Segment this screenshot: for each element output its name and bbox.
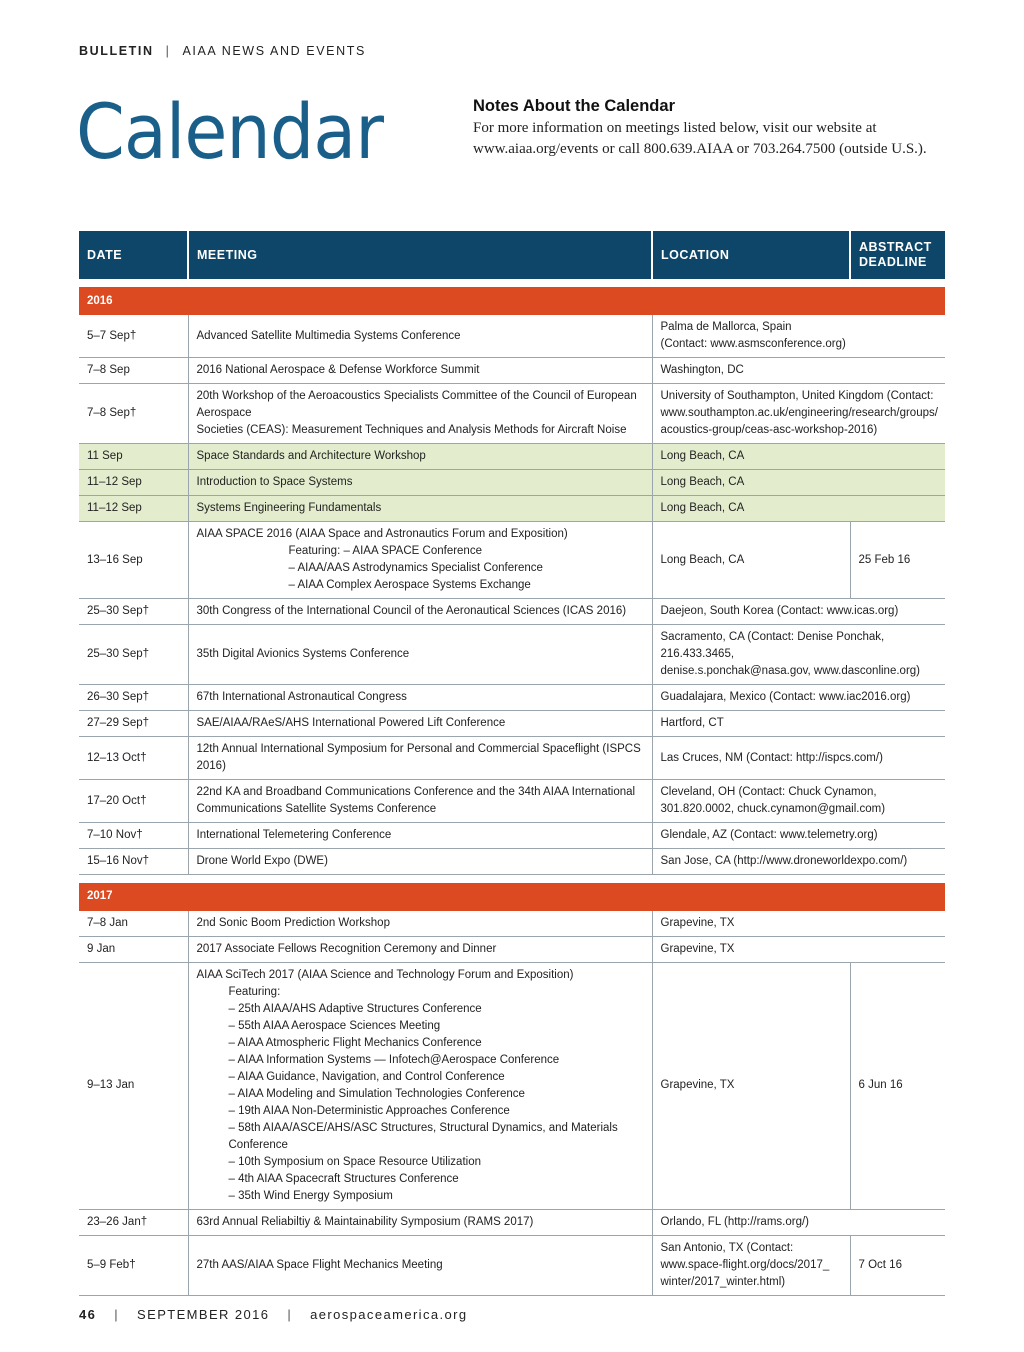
- cell-meeting: Space Standards and Architecture Workshop: [188, 444, 652, 470]
- cell-location: [652, 911, 945, 937]
- table-row: [79, 711, 945, 737]
- notes-box: [473, 97, 963, 160]
- cell-location: [652, 470, 945, 496]
- meeting-line: – AIAA Complex Aerospace Systems Exchange: [288, 579, 531, 591]
- table-row: [79, 849, 945, 875]
- table-row: [79, 1209, 945, 1235]
- location-line: Hartford, CT: [660, 717, 724, 729]
- table-row: [79, 1235, 945, 1295]
- table-row: [79, 780, 945, 823]
- cell-meeting: 63rd Annual Reliabiltiy & Maintainability Symposium (RAMS 2017): [188, 1209, 652, 1235]
- cell-meeting: 67th International Astronautical Congress: [188, 685, 652, 711]
- location-line: San Jose, CA (http://www.droneworldexpo.com/): [660, 855, 908, 867]
- cell-location: [652, 625, 945, 685]
- cell-date: 13–16 Sep: [79, 522, 188, 599]
- meeting-line: Featuring:: [228, 985, 281, 998]
- location-line: Daejeon, South Korea (Contact: www.icas.org): [660, 605, 899, 617]
- meeting-line: Featuring: – AIAA SPACE Conference: [288, 545, 482, 557]
- location-line: San Antonio, TX (Contact:: [660, 1241, 794, 1254]
- location-line: www.space-flight.org/docs/2017_: [660, 1258, 830, 1271]
- cell-meeting: 35th Digital Avionics Systems Conference: [188, 625, 652, 685]
- cell-location: [652, 444, 945, 470]
- notes-line: www.aiaa.org/events or call 800.639.AIAA or 703.264.7500 (outside U.S.).: [473, 141, 927, 157]
- header-brand: BULLETIN: [79, 44, 154, 58]
- table-row: [79, 384, 945, 444]
- footer-divider: |: [114, 1307, 120, 1322]
- table-row: [79, 522, 945, 599]
- cell-date: 7–8 Sep: [79, 358, 188, 384]
- cell-meeting: 27th AAS/AIAA Space Flight Mechanics Meeting: [188, 1235, 652, 1295]
- col-header-location: LOCATION: [652, 231, 850, 279]
- location-line: Grapevine, TX: [660, 916, 735, 929]
- cell-meeting: Drone World Expo (DWE): [188, 849, 652, 875]
- cell-location: [652, 1235, 850, 1295]
- cell-date: 26–30 Sep†: [79, 685, 188, 711]
- cell-location: [652, 315, 945, 358]
- running-footer: [79, 1307, 468, 1322]
- meeting-line: – 55th AIAA Aerospace Sciences Meeting: [228, 1019, 441, 1032]
- location-line: acoustics-group/ceas-asc-workshop-2016): [660, 424, 878, 436]
- table-row: [79, 625, 945, 685]
- year-row: [79, 287, 945, 315]
- year-row: [79, 883, 945, 911]
- meeting-line: – AIAA Guidance, Navigation, and Control Conference: [228, 1070, 505, 1083]
- location-line: Grapevine, TX: [660, 1079, 735, 1091]
- location-line: denise.s.ponchak@nasa.gov, www.dasconline.org): [660, 665, 920, 677]
- table-row: [79, 936, 945, 962]
- table-row: [79, 911, 945, 937]
- table-row: [79, 470, 945, 496]
- location-line: Cleveland, OH (Contact: Chuck Cynamon,: [660, 786, 877, 798]
- cell-location: [652, 599, 945, 625]
- cell-location: [652, 685, 945, 711]
- meeting-line: AIAA SciTech 2017 (AIAA Science and Technology Forum and Exposition): [196, 968, 574, 981]
- cell-location: [652, 358, 945, 384]
- cell-date: 9 Jan: [79, 936, 188, 962]
- calendar-table: [79, 231, 945, 1296]
- cell-meeting: [188, 522, 652, 599]
- cell-meeting: SAE/AIAA/RAeS/AHS International Powered Lift Conference: [188, 711, 652, 737]
- meeting-line: – 19th AIAA Non-Deterministic Approaches Conference: [228, 1104, 510, 1117]
- year-label: 2016: [79, 287, 945, 315]
- meeting-line: – AIAA/AAS Astrodynamics Specialist Conference: [288, 562, 543, 574]
- table-row: [79, 962, 945, 1209]
- col-header-meeting: MEETING: [188, 231, 652, 279]
- page-title: Calendar: [76, 87, 384, 176]
- running-header: [79, 44, 366, 58]
- table-row: [79, 823, 945, 849]
- cell-meeting: [188, 384, 652, 444]
- location-line: (Contact: www.asmsconference.org): [660, 338, 846, 350]
- meeting-line: – 58th AIAA/ASCE/AHS/ASC Structures, Structural Dynamics, and Materials Conference: [228, 1121, 618, 1151]
- cell-deadline: 25 Feb 16: [850, 522, 945, 599]
- location-line: Sacramento, CA (Contact: Denise Ponchak, 216.433.3465,: [660, 631, 885, 660]
- cell-location: [652, 962, 850, 1209]
- col-header-deadline-line: DEADLINE: [859, 255, 927, 269]
- table-row: [79, 737, 945, 780]
- meeting-line: – AIAA Atmospheric Flight Mechanics Conference: [228, 1036, 482, 1049]
- cell-date: 27–29 Sep†: [79, 711, 188, 737]
- cell-location: [652, 711, 945, 737]
- location-line: Washington, DC: [660, 364, 744, 376]
- cell-date: 25–30 Sep†: [79, 625, 188, 685]
- location-line: winter/2017_winter.html): [660, 1275, 786, 1288]
- location-line: Las Cruces, NM (Contact: http://ispcs.com/): [660, 751, 883, 764]
- cell-date: 11–12 Sep: [79, 470, 188, 496]
- meeting-line: AIAA SPACE 2016 (AIAA Space and Astronautics Forum and Exposition): [196, 528, 568, 540]
- cell-date: 11 Sep: [79, 444, 188, 470]
- cell-meeting: Systems Engineering Fundamentals: [188, 496, 652, 522]
- meeting-line: 20th Workshop of the Aeroacoustics Specialists Committee of the Council of European Aerospace: [196, 390, 637, 419]
- cell-date: 7–8 Jan: [79, 911, 188, 937]
- cell-meeting: [188, 780, 652, 823]
- table-row: [79, 444, 945, 470]
- spacer-row: [79, 279, 945, 287]
- cell-date: 7–8 Sep†: [79, 384, 188, 444]
- footer-site: aerospaceamerica.org: [310, 1307, 468, 1322]
- location-line: University of Southampton, United Kingdom (Contact:: [660, 390, 934, 402]
- location-line: Orlando, FL (http://rams.org/): [660, 1215, 809, 1228]
- cell-date: 23–26 Jan†: [79, 1209, 188, 1235]
- header-section: AIAA NEWS AND EVENTS: [182, 44, 366, 58]
- cell-location: [652, 496, 945, 522]
- location-line: 301.820.0002, chuck.cynamon@gmail.com): [660, 803, 886, 815]
- cell-location: [652, 823, 945, 849]
- col-header-deadline: [850, 231, 945, 279]
- location-line: www.southampton.ac.uk/engineering/research/groups/: [660, 407, 938, 419]
- table-row: [79, 599, 945, 625]
- location-line: Long Beach, CA: [660, 450, 745, 462]
- cell-date: 15–16 Nov†: [79, 849, 188, 875]
- cell-location: [652, 384, 945, 444]
- cell-meeting: Introduction to Space Systems: [188, 470, 652, 496]
- location-line: Guadalajara, Mexico (Contact: www.iac2016.org): [660, 691, 911, 703]
- notes-line: For more information on meetings listed below, visit our website at: [473, 120, 877, 136]
- cell-meeting: Advanced Satellite Multimedia Systems Conference: [188, 315, 652, 358]
- meeting-line: Communications Satellite Systems Conference: [196, 803, 437, 815]
- cell-location: [652, 737, 945, 780]
- location-line: Palma de Mallorca, Spain: [660, 321, 792, 333]
- meeting-line: – 4th AIAA Spacecraft Structures Conference: [228, 1172, 459, 1185]
- cell-location: [652, 849, 945, 875]
- cell-meeting: 12th Annual International Symposium for Personal and Commercial Spaceflight (ISPCS 2016): [188, 737, 652, 780]
- meeting-line: – 10th Symposium on Space Resource Utilization: [228, 1155, 481, 1168]
- col-header-date: DATE: [79, 231, 188, 279]
- meeting-line: – 35th Wind Energy Symposium: [228, 1189, 393, 1202]
- table-row: [79, 685, 945, 711]
- page-number: 46: [79, 1307, 97, 1322]
- table-row: [79, 496, 945, 522]
- cell-meeting: 2016 National Aerospace & Defense Workforce Summit: [188, 358, 652, 384]
- cell-date: 12–13 Oct†: [79, 737, 188, 780]
- col-header-deadline-line: ABSTRACT: [859, 240, 932, 254]
- cell-meeting: [188, 962, 652, 1209]
- meeting-line: – 25th AIAA/AHS Adaptive Structures Conference: [228, 1002, 482, 1015]
- table-header-row: [79, 231, 945, 279]
- location-line: Long Beach, CA: [660, 476, 745, 488]
- table-row: [79, 358, 945, 384]
- footer-issue: SEPTEMBER 2016: [137, 1307, 270, 1322]
- cell-date: 5–9 Feb†: [79, 1235, 188, 1295]
- table-row: [79, 315, 945, 358]
- cell-location: [652, 1209, 945, 1235]
- cell-meeting: International Telemetering Conference: [188, 823, 652, 849]
- cell-location: [652, 936, 945, 962]
- cell-date: 9–13 Jan: [79, 962, 188, 1209]
- year-label: 2017: [79, 883, 945, 911]
- cell-meeting: 30th Congress of the International Council of the Aeronautical Sciences (ICAS 2016): [188, 599, 652, 625]
- location-line: Glendale, AZ (Contact: www.telemetry.org): [660, 829, 878, 841]
- notes-heading: Notes About the Calendar: [473, 97, 675, 115]
- location-line: Grapevine, TX: [660, 942, 735, 955]
- location-line: Long Beach, CA: [660, 553, 745, 566]
- notes-text: [473, 118, 963, 160]
- location-line: Long Beach, CA: [660, 502, 745, 514]
- header-divider: |: [165, 44, 171, 58]
- cell-date: 5–7 Sep†: [79, 315, 188, 358]
- cell-meeting: 2nd Sonic Boom Prediction Workshop: [188, 911, 652, 937]
- cell-deadline: 7 Oct 16: [850, 1235, 945, 1295]
- cell-deadline: 6 Jun 16: [850, 962, 945, 1209]
- cell-date: 17–20 Oct†: [79, 780, 188, 823]
- meeting-line: – AIAA Information Systems — Infotech@Aerospace Conference: [228, 1053, 560, 1066]
- table-body: [79, 279, 945, 875]
- cell-date: 7–10 Nov†: [79, 823, 188, 849]
- cell-date: 11–12 Sep: [79, 496, 188, 522]
- cell-date: 25–30 Sep†: [79, 599, 188, 625]
- cell-location: [652, 522, 850, 599]
- meeting-line: – AIAA Modeling and Simulation Technologies Conference: [228, 1087, 525, 1100]
- cell-location: [652, 780, 945, 823]
- cell-meeting: 2017 Associate Fellows Recognition Ceremony and Dinner: [188, 936, 652, 962]
- footer-divider: |: [287, 1307, 293, 1322]
- spacer-row: [79, 875, 945, 883]
- meeting-line: 22nd KA and Broadband Communications Conference and the 34th AIAA International: [196, 786, 636, 798]
- table-body: [79, 875, 945, 1296]
- meeting-line: Societies (CEAS): Measurement Techniques and Analysis Methods for Aircraft Noise: [196, 424, 627, 436]
